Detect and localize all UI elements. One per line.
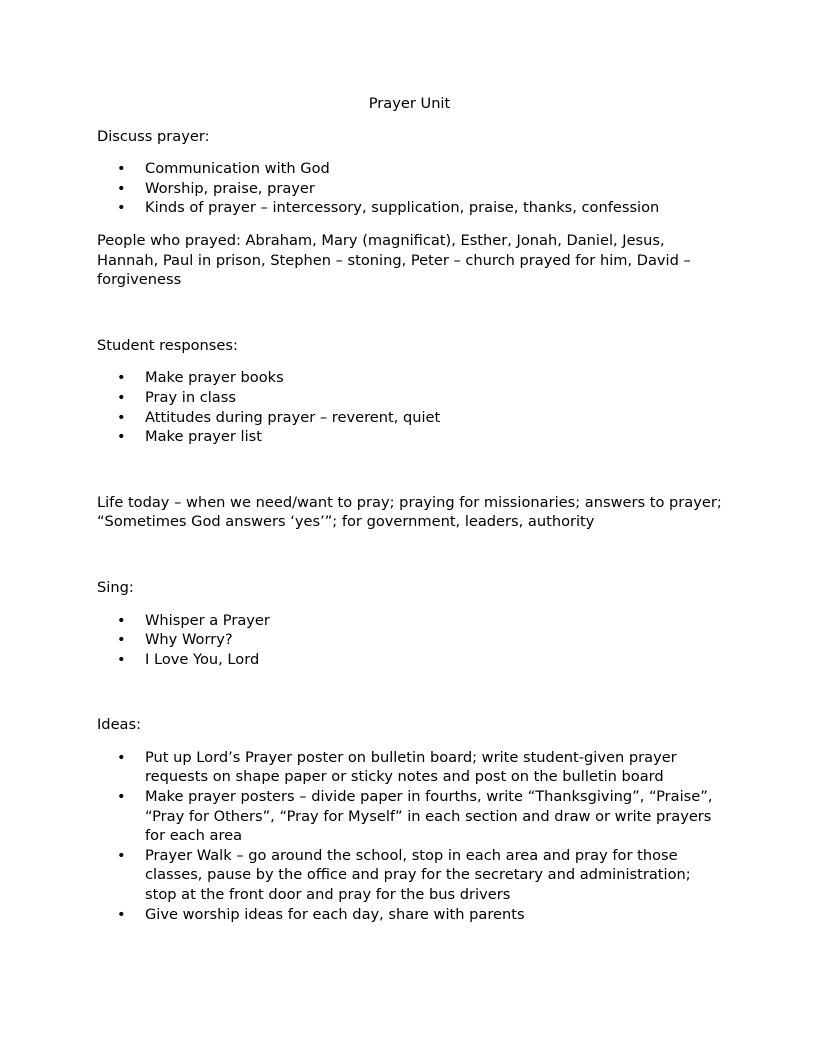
list-item — [97, 388, 722, 408]
list-item — [97, 368, 722, 388]
bullet-icon: • — [117, 748, 126, 766]
bullet-icon: • — [117, 369, 126, 387]
list-item — [97, 905, 722, 925]
spacer — [97, 303, 722, 336]
bullet-icon: • — [117, 160, 126, 178]
bullet-icon: • — [117, 905, 126, 923]
list-item-text: Attitudes during prayer – reverent, quiet — [145, 408, 441, 426]
bullet-icon: • — [117, 408, 126, 426]
spacer — [97, 460, 722, 493]
list-item — [97, 198, 722, 218]
discuss-heading: Discuss prayer: — [97, 127, 210, 145]
list-item-text: Communication with God — [145, 160, 330, 178]
student-responses-heading: Student responses: — [97, 336, 238, 354]
bullet-icon: • — [117, 199, 126, 217]
list-item-text: Make prayer list — [145, 428, 262, 446]
list-item — [97, 408, 722, 428]
list-item — [97, 159, 722, 179]
list-item-text: Whisper a Prayer — [145, 611, 270, 629]
list-item-text: Prayer Walk – go around the school, stop in each area and pray for those classes, pause by the office and pray for the secretary and administration; stop at the front door and pray for the bus drivers — [145, 846, 691, 904]
list-item-text: Kinds of prayer – intercessory, supplication, praise, thanks, confession — [145, 199, 660, 217]
bullet-icon: • — [117, 788, 126, 806]
list-item-text: Make prayer posters – divide paper in fourths, write “Thanksgiving”, “Praise”, “Pray for Others”, “Pray for Myself” in each section and draw or write prayers for each area — [145, 788, 713, 845]
discuss-list — [97, 159, 722, 218]
bullet-icon: • — [117, 650, 126, 668]
list-item — [97, 611, 722, 631]
list-item-text: Give worship ideas for each day, share with parents — [145, 905, 525, 923]
list-item — [97, 179, 722, 199]
bullet-icon: • — [117, 846, 126, 864]
bullet-icon: • — [117, 388, 126, 406]
list-item-text: Why Worry? — [145, 631, 233, 649]
list-item — [97, 787, 722, 846]
list-item — [97, 846, 722, 905]
list-item — [97, 650, 722, 670]
ideas-list — [97, 748, 722, 924]
bullet-icon: • — [117, 179, 126, 197]
list-item-text: Worship, praise, prayer — [145, 179, 315, 197]
list-item-text: Put up Lord’s Prayer poster on bulletin board; write student-given prayer requests on shape paper or sticky notes and post on the bulletin board — [145, 748, 677, 786]
list-item-text: Make prayer books — [145, 369, 284, 387]
spacer — [97, 545, 722, 578]
list-item — [97, 427, 722, 447]
list-item — [97, 748, 722, 787]
spacer — [97, 682, 722, 715]
ideas-heading: Ideas: — [97, 716, 142, 734]
page-title: Prayer Unit — [368, 95, 451, 112]
document-page — [97, 94, 722, 937]
list-item-text: I Love You, Lord — [145, 650, 260, 668]
bullet-icon: • — [117, 428, 126, 446]
people-who-prayed-paragraph: People who prayed: Abraham, Mary (magnificat), Esther, Jonah, Daniel, Jesus, Hannah, Paul in prison, Stephen – stoning, Peter – church prayed for him, David – forgiveness — [97, 231, 691, 289]
bullet-icon: • — [117, 631, 126, 649]
life-today-paragraph: Life today – when we need/want to pray; praying for missionaries; answers to prayer; “Sometimes God answers ‘yes’”; for government, leaders, authority — [97, 493, 722, 531]
student-responses-list — [97, 368, 722, 446]
list-item-text: Pray in class — [145, 388, 236, 406]
bullet-icon: • — [117, 611, 126, 629]
list-item — [97, 630, 722, 650]
sing-heading: Sing: — [97, 578, 134, 596]
sing-list — [97, 611, 722, 670]
